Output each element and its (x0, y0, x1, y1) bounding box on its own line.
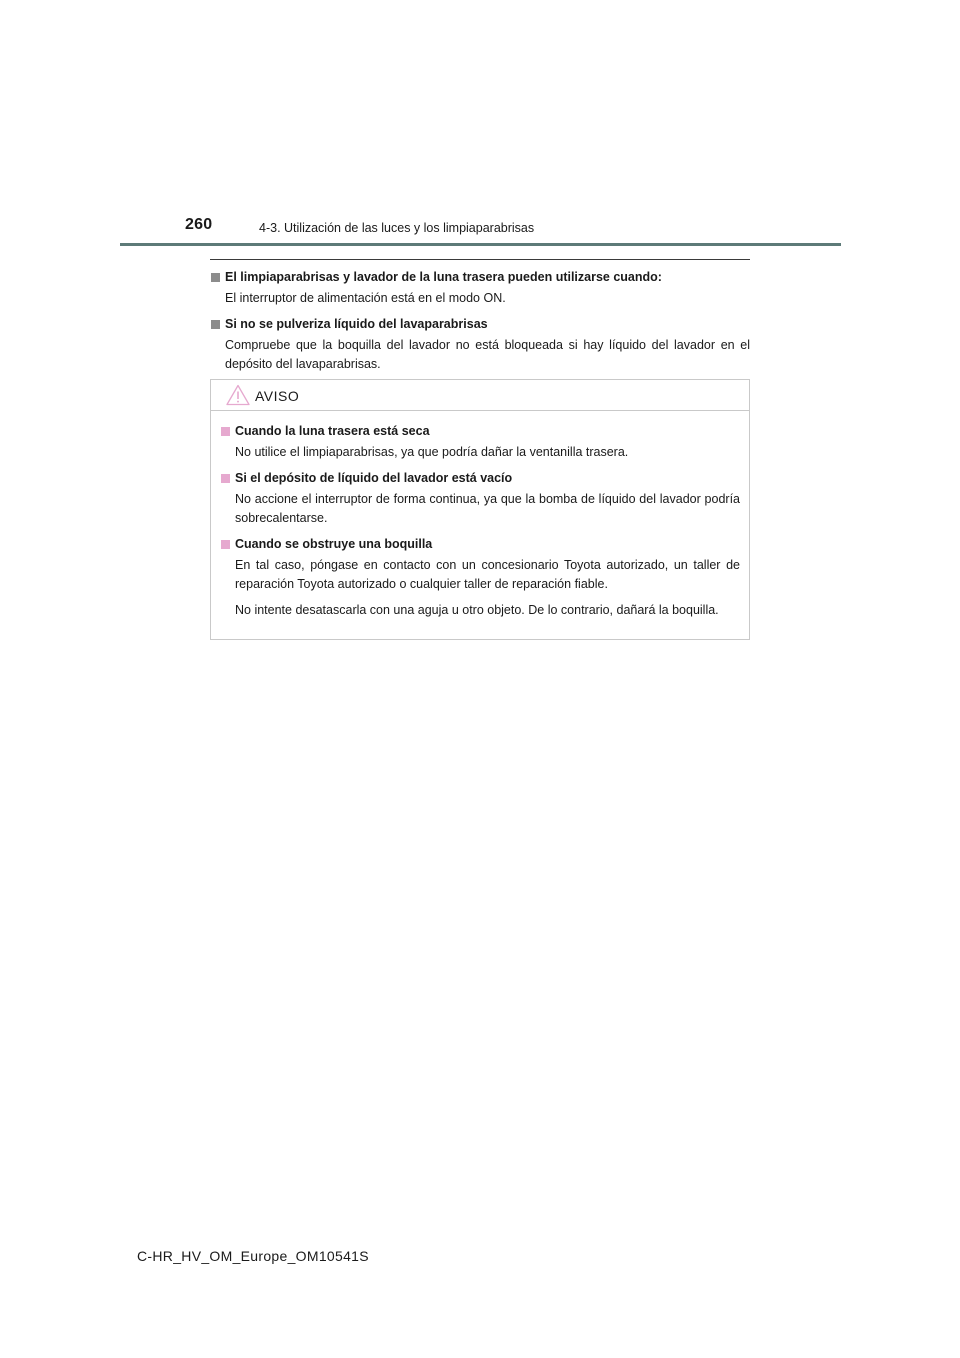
warning-item-heading (220, 422, 740, 441)
warning-item-heading (220, 535, 740, 554)
square-bullet-icon (221, 474, 230, 483)
warning-box (210, 379, 750, 640)
warning-item-text: En tal caso, póngase en contacto con un concesionario Toyota autorizado, un taller de reparación Toyota autorizado o cualquier taller de reparación fiable. (235, 558, 740, 591)
square-bullet-icon (211, 273, 220, 282)
warning-triangle-icon (226, 384, 250, 406)
warning-item-text: No utilice el limpiaparabrisas, ya que podría dañar la ventanilla trasera. (235, 445, 629, 459)
section-title: 4-3. Utilización de las luces y los limpiaparabrisas (259, 221, 535, 235)
warning-item-heading-text: Cuando la luna trasera está seca (235, 424, 430, 438)
square-bullet-icon (221, 427, 230, 436)
section-text: El interruptor de alimentación está en el modo ON. (225, 291, 506, 305)
header-rule (120, 243, 841, 246)
warning-item-text: No accione el interruptor de forma continua, ya que la bomba de líquido del lavador podría sobrecalentarse. (235, 492, 740, 525)
warning-item-heading-text: Cuando se obstruye una boquilla (235, 537, 433, 551)
section-heading (210, 268, 750, 287)
warning-body (211, 411, 749, 620)
section-text: Compruebe que la boquilla del lavador no está bloqueada si hay líquido del lavador en el depósito del lavaparabrisas. (225, 338, 750, 371)
main-content (210, 268, 750, 381)
section-heading-text: Si no se pulveriza líquido del lavaparabrisas (225, 317, 488, 331)
warning-item-heading (220, 469, 740, 488)
warning-item-heading-text: Si el depósito de líquido del lavador está vacío (235, 471, 513, 485)
square-bullet-icon (221, 540, 230, 549)
section-heading (210, 315, 750, 334)
warning-label: AVISO (255, 388, 300, 404)
warning-header (211, 380, 749, 411)
warning-item-text: No intente desatascarla con una aguja u otro objeto. De lo contrario, dañará la boquilla. (235, 603, 719, 617)
square-bullet-icon (211, 320, 220, 329)
content-rule (210, 259, 750, 260)
document-id: C-HR_HV_OM_Europe_OM10541S (137, 1248, 369, 1264)
section-heading-text: El limpiaparabrisas y lavador de la luna trasera pueden utilizarse cuando: (225, 270, 662, 284)
page-number: 260 (185, 216, 213, 233)
